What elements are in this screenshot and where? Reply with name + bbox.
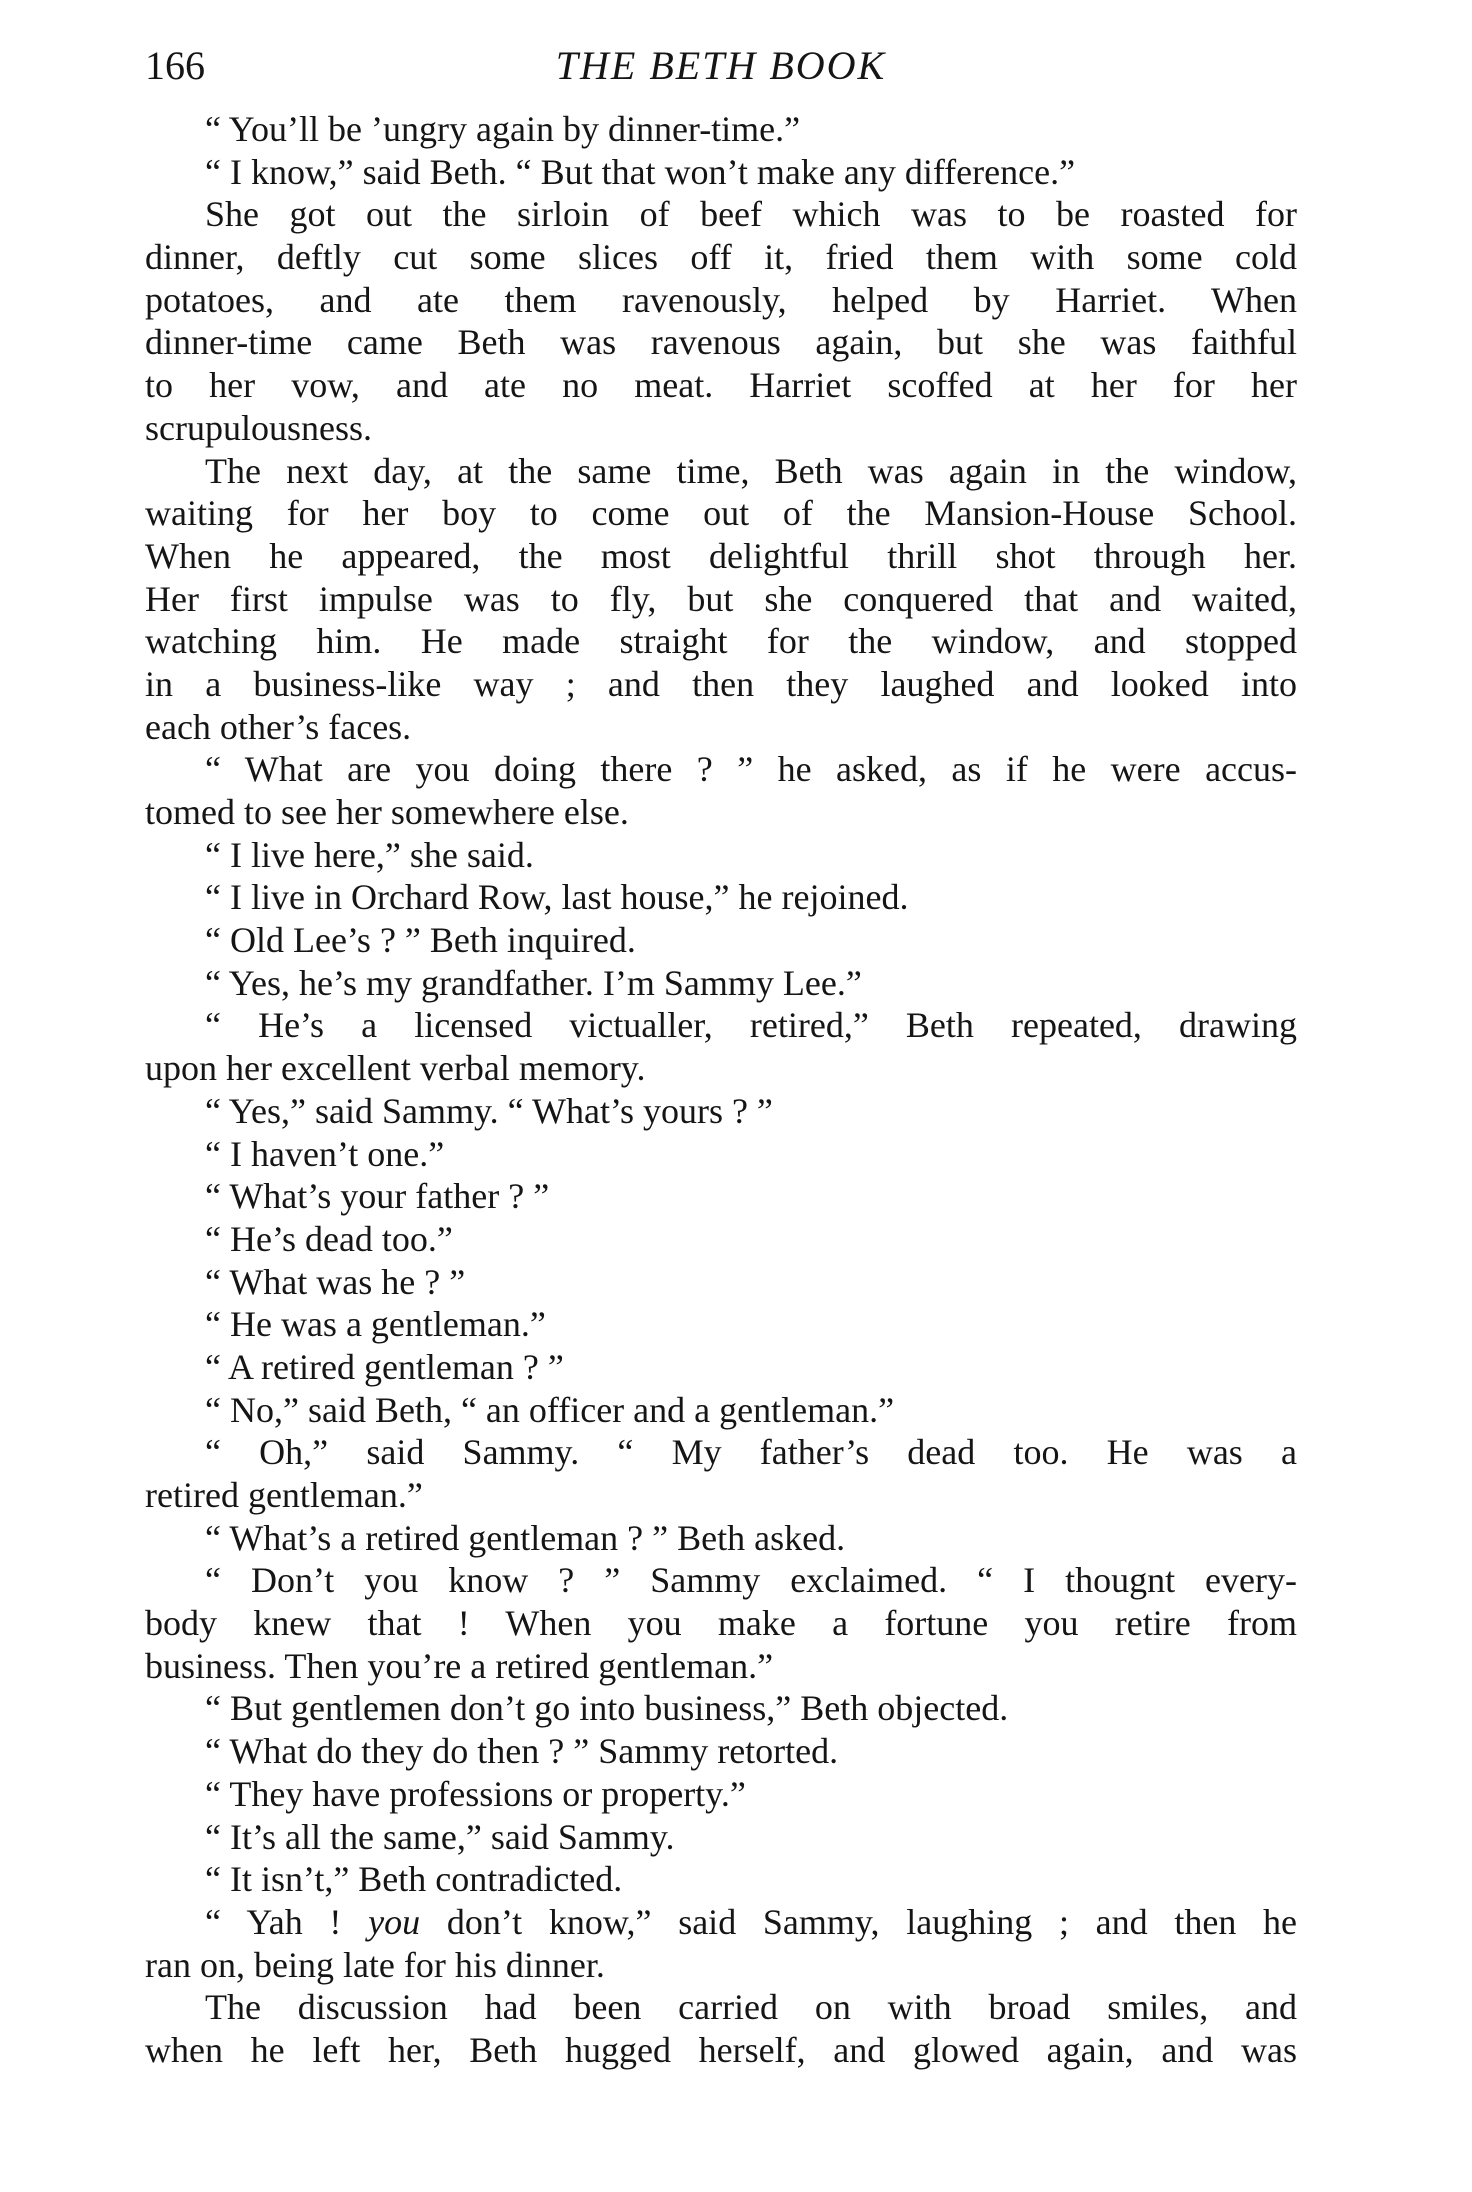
text-line: tomed to see her somewhere else. (145, 792, 629, 832)
text-line: When he appeared, the most delightful thrill shot through her. (145, 535, 1297, 576)
text-line: “ He was a gentleman.” (205, 1304, 546, 1345)
text-line (145, 1901, 1297, 1944)
text-line: “ But gentlemen don’t go into business,” Beth objected. (205, 1688, 1009, 1729)
text-line: to her vow, and ate no meat. Harriet scoffed at her for her (145, 365, 1297, 406)
text-line: “ I haven’t one.” (205, 1133, 445, 1174)
text-line: waiting for her boy to come out of the Mansion-House School. (145, 493, 1297, 534)
page-number: 166 (145, 43, 205, 88)
text-line: “ It isn’t,” Beth contradicted. (205, 1859, 623, 1900)
text-line: “ Oh,” said Sammy. “ My father’s dead too. He was a (205, 1432, 1297, 1473)
running-title: THE BETH BOOK (555, 43, 887, 88)
text-line: “ No,” said Beth, “ an officer and a gentleman.” (205, 1389, 895, 1430)
text-line: body knew that ! When you make a fortune you retire from (145, 1603, 1297, 1644)
text-line: “ He’s dead too.” (205, 1218, 453, 1259)
text-line: “ I live here,” she said. (205, 834, 534, 875)
text-line: “ A retired gentleman ? ” (205, 1346, 564, 1387)
text-line: The next day, at the same time, Beth was again in the window, (205, 450, 1297, 491)
text-line: “ Don’t you know ? ” Sammy exclaimed. “ I thougnt every- (205, 1560, 1297, 1601)
text-line: retired gentleman.” (145, 1475, 423, 1515)
text-line: “ I know,” said Beth. “ But that won’t make any difference.” (205, 151, 1076, 192)
text-line: ran on, being late for his dinner. (145, 1944, 605, 1985)
text-line: The discussion had been carried on with broad smiles, and (205, 1987, 1297, 2028)
text-line: “ What do they do then ? ” Sammy retorted. (205, 1731, 839, 1772)
text-line: “ It’s all the same,” said Sammy. (205, 1816, 675, 1857)
text-line: Her first impulse was to fly, but she conquered that and waited, (145, 578, 1297, 619)
text-line: business. Then you’re a retired gentleman.” (145, 1645, 774, 1686)
text-line: “ They have professions or property.” (205, 1773, 746, 1814)
text-line: “ Yes, he’s my grandfather. I’m Sammy Lee.” (205, 962, 862, 1003)
text-line: dinner-time came Beth was ravenous again, but she was faithful (145, 322, 1297, 363)
text-line: scrupulousness. (145, 407, 372, 448)
text-line: “ What’s a retired gentleman ? ” Beth asked. (205, 1517, 846, 1558)
text-line: “ Yes,” said Sammy. “ What’s yours ? ” (205, 1090, 773, 1131)
text-line: dinner, deftly cut some slices off it, fried them with some cold (145, 237, 1297, 278)
text-line: “ You’ll be ’ungry again by dinner-time.” (205, 109, 801, 149)
text-line: “ He’s a licensed victualler, retired,” Beth repeated, drawing (205, 1005, 1297, 1046)
text-line: each other’s faces. (145, 706, 412, 747)
text-line: in a business-like way ; and then they laughed and looked into (145, 663, 1297, 704)
text-line: “ I live in Orchard Row, last house,” he rejoined. (205, 877, 909, 918)
body-text (145, 108, 1297, 2072)
text-line: potatoes, and ate them ravenously, helped by Harriet. When (145, 279, 1297, 320)
text-line: “ Old Lee’s ? ” Beth inquired. (205, 920, 636, 961)
text-line: watching him. He made straight for the window, and stopped (145, 621, 1297, 662)
text-line: She got out the sirloin of beef which was to be roasted for (205, 194, 1297, 235)
page-header (145, 34, 1297, 98)
text-segment: “ Yah ! (205, 1901, 369, 1942)
text-line: “ What was he ? ” (205, 1261, 466, 1302)
text-segment: don’t know,” said Sammy, laughing ; and then he (420, 1901, 1297, 1942)
text-line: “ What’s your father ? ” (205, 1176, 550, 1217)
text-line: when he left her, Beth hugged herself, and glowed again, and was (145, 2029, 1297, 2070)
text-line: upon her excellent verbal memory. (145, 1048, 646, 1089)
text-line: “ What are you doing there ? ” he asked, as if he were accus- (205, 749, 1297, 790)
emphasis-word: you (368, 1901, 421, 1942)
